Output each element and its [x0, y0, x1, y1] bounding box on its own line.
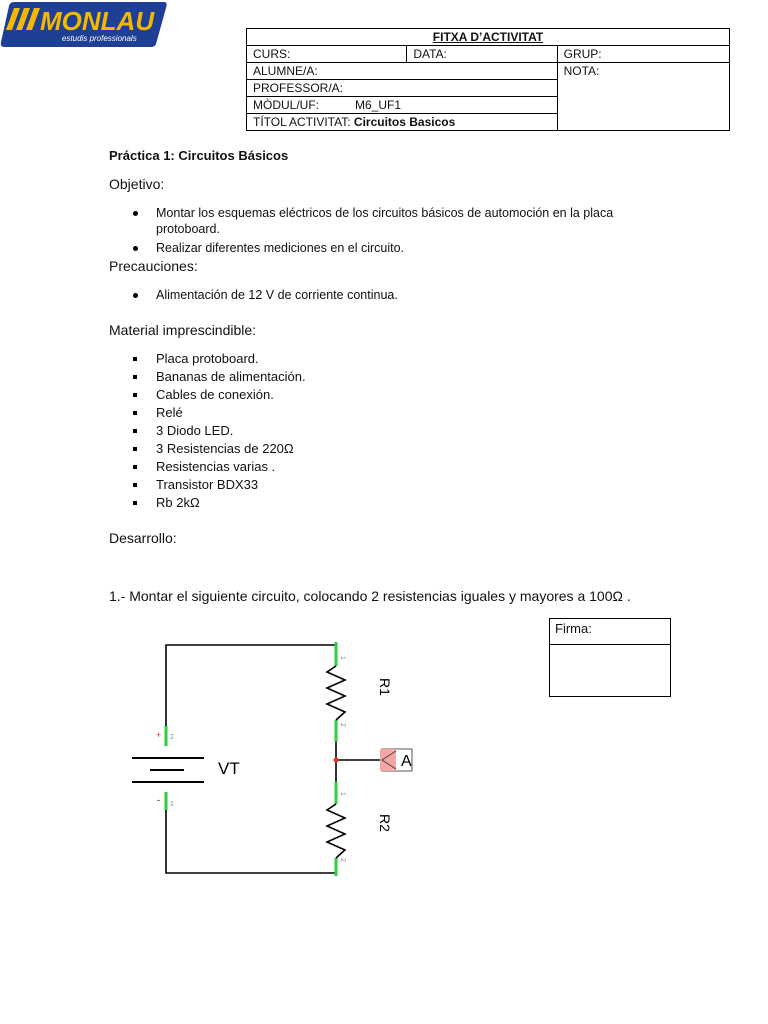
step-1-instruction: 1.- Montar el siguiente circuito, colocando 2 resistencias iguales y mayores a 100Ω . [109, 588, 631, 604]
objetivo-heading: Objetivo: [109, 176, 165, 192]
material-item: Cables de conexión. [156, 387, 274, 402]
data-field: DATA: [407, 46, 557, 63]
material-item: 3 Diodo LED. [156, 423, 234, 438]
logo-brand-text: MONLAU [40, 6, 155, 36]
objetivo-item-1: Montar los esquemas eléctricos de los circuitos básicos de automoción en la placa [156, 206, 614, 220]
r2-pin-1: 1 [339, 792, 346, 796]
material-item: Rb 2kΩ [156, 495, 200, 510]
objetivo-item-2: Realizar diferentes mediciones en el circuito. [156, 241, 405, 255]
modul-label: MÒDUL/UF: [253, 98, 319, 112]
junction-node [334, 758, 339, 763]
bullet-square [133, 393, 137, 397]
bullet-dot [133, 293, 138, 298]
vt-label: VT [218, 759, 240, 778]
firma-label: Firma: [555, 621, 592, 636]
curs-field: CURS: [247, 46, 407, 63]
resistor-r2 [327, 804, 345, 858]
wire-bottom [166, 792, 336, 873]
precauciones-heading: Precauciones: [109, 258, 198, 274]
material-item: Relé [156, 405, 183, 420]
bullet-square [133, 501, 137, 505]
r2-pin-2: 2 [339, 858, 346, 862]
resistor-r1 [327, 666, 345, 720]
circuit-diagram [120, 630, 430, 890]
grup-field: GRUP: [557, 46, 729, 63]
alumne-field: ALUMNE/A: [247, 63, 558, 80]
titol-label: TÍTOL ACTIVITAT: [253, 115, 351, 129]
material-item: Resistencias varias . [156, 459, 276, 474]
vt-minus-sign: - [157, 795, 160, 805]
bullet-square [133, 447, 137, 451]
material-item: Transistor BDX33 [156, 477, 259, 492]
bullet-square [133, 411, 137, 415]
wire-top [166, 645, 336, 726]
vt-plus-sign: + [156, 730, 162, 740]
bullet-square [133, 375, 137, 379]
bullet-square [133, 357, 137, 361]
modul-value: M6_UF1 [355, 98, 402, 112]
activity-header-table [246, 28, 730, 131]
modul-field [247, 97, 558, 114]
bullet-dot [133, 246, 138, 251]
vt-pin-2: 2 [170, 734, 174, 741]
titol-field [247, 114, 558, 131]
professor-field: PROFESSOR/A: [247, 80, 558, 97]
bullet-dot [133, 211, 138, 216]
ammeter-label: A [401, 753, 412, 770]
material-item: Placa protoboard. [156, 351, 259, 366]
r1-pin-2: 2 [339, 723, 346, 727]
objetivo-item-1-cont: protoboard. [156, 222, 220, 236]
logo-tagline: estudis professionals [62, 34, 137, 43]
firma-divider [550, 644, 670, 645]
practice-title [109, 148, 288, 163]
r2-label: R2 [377, 814, 393, 832]
practice-title-rest: Circuitos Básicos [178, 148, 289, 163]
bullet-square [133, 483, 137, 487]
bullet-square [133, 429, 137, 433]
desarrollo-heading: Desarrollo: [109, 530, 177, 546]
r1-pin-1: 1 [339, 656, 346, 660]
r1-label: R1 [377, 678, 393, 696]
firma-box [549, 618, 671, 697]
monlau-logo [0, 0, 168, 48]
titol-value: Circuitos Basicos [353, 115, 456, 129]
nota-field: NOTA: [557, 63, 729, 131]
material-heading: Material imprescindible: [109, 322, 257, 338]
material-item: 3 Resistencias de 220Ω [156, 441, 294, 456]
practice-title-prefix: Práctica 1: [109, 148, 175, 163]
vt-pin-1: 1 [170, 801, 174, 808]
header-title: FITXA D’ACTIVITAT [247, 29, 730, 46]
bullet-square [133, 465, 137, 469]
precaucion-item: Alimentación de 12 V de corriente continua. [156, 288, 398, 302]
material-item: Bananas de alimentación. [156, 369, 306, 384]
